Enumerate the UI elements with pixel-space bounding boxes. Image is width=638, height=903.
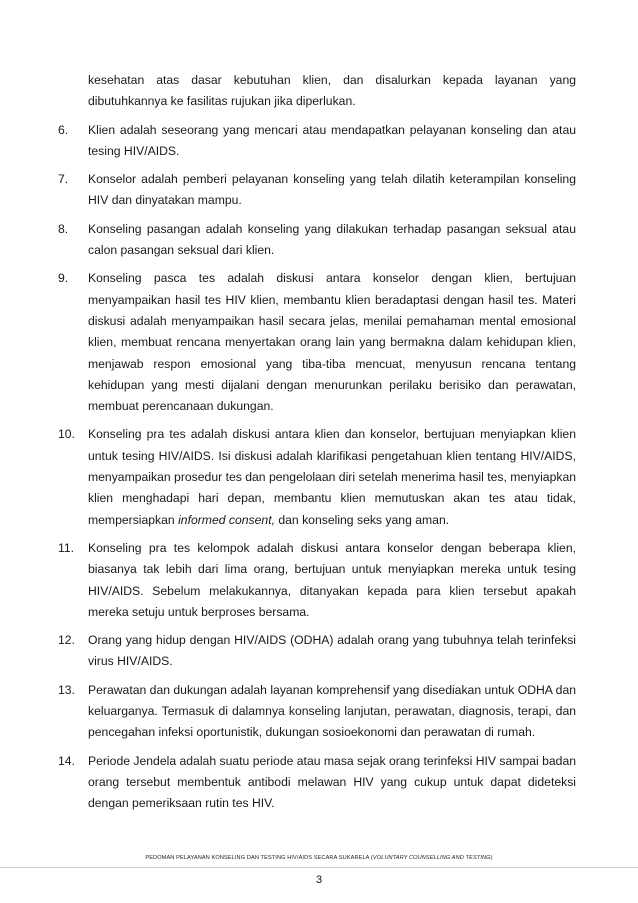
list-item <box>58 751 576 815</box>
footer-divider <box>0 867 638 868</box>
item-number: 12. <box>58 633 75 648</box>
item-text: Perawatan dan dukungan adalah layanan komprehensif yang disediakan untuk ODHA dan keluarganya. Termasuk di dalamnya konseling lanjutan, perawatan, diagnosis, terapi, dan pencegahan infeksi oportunistik, dukungan sosioekonomi dan perawatan di rumah. <box>88 682 576 740</box>
item-text: kesehatan atas dasar kebutuhan klien, dan disalurkan kepada layanan yang dibutuhkannya ke fasilitas rujukan jika diperlukan. <box>88 73 576 109</box>
list-item <box>58 538 576 623</box>
item-number: 11. <box>58 540 75 555</box>
list-item <box>58 424 576 530</box>
running-footer: PEDOMAN PELAYANAN KONSELING DAN TESTING HIV/AIDS SECARA SUKARELA (VOLUNTARY COUNSELLING AND TESTING) <box>145 855 493 861</box>
definition-list <box>58 70 576 822</box>
item-text: Orang yang hidup dengan HIV/AIDS (ODHA) adalah orang yang tubuhnya telah terinfeksi virus HIV/AIDS. <box>88 633 576 669</box>
item-number: 8. <box>58 221 69 236</box>
item-text: Konseling pra tes kelompok adalah diskusi antara konselor dengan beberapa klien, biasanya tak lebih dari lima orang, bertujuan untuk menyiapkan mereka untuk tesing HIV/AIDS. Sebelum melakukannya, ditanyakan kepada para klien tersebut apakah mereka setuju untuk berproses bersama. <box>88 540 576 619</box>
item-text: Periode Jendela adalah suatu periode atau masa sejak orang terinfeksi HIV sampai badan orang tersebut membentuk antibodi melawan HIV yang cukup untuk dapat dideteksi dengan pemeriksaan rutin tes HIV. <box>88 753 576 811</box>
page-number: 3 <box>315 874 323 886</box>
list-item <box>58 120 576 163</box>
item-number: 14. <box>58 753 75 768</box>
list-item <box>58 630 576 673</box>
item-number: 9. <box>58 271 69 286</box>
list-item <box>58 169 576 212</box>
item-number: 7. <box>58 172 69 187</box>
item-text: Konseling pasca tes adalah diskusi antara konselor dengan klien, bertujuan menyampaikan hasil tes HIV klien, membantu klien beradaptasi dengan hasil tes. Materi diskusi adalah menyampaikan hasil secara jelas, menilai pemahaman mental emosional klien, membuat rencana menyertakan orang lain yang bermakna dalam kehidupan klien, menjawab respon emosional yang tiba-tiba mencuat, menyusun rencana tentang kehidupan yang mesti dijalani dengan menurunkan perilaku berisiko dan perawatan, membuat perencanaan dukungan. <box>88 271 576 414</box>
list-item <box>58 680 576 744</box>
item-text: Konseling pasangan adalah konseling yang dilakukan terhadap pasangan seksual atau calon pasangan seksual dari klien. <box>88 221 576 258</box>
list-item <box>88 70 576 113</box>
item-number: 13. <box>58 682 75 697</box>
item-text: Klien adalah seseorang yang mencari atau mendapatkan pelayanan konseling dan atau tesing HIV/AIDS. <box>88 122 576 158</box>
item-number: 6. <box>58 122 69 137</box>
item-text: Konseling pra tes adalah diskusi antara klien dan konselor, bertujuan menyiapkan klien untuk tesing HIV/AIDS. Isi diskusi adalah klarifikasi pengetahuan klien tentang HIV/AIDS, menyampaikan prosedur tes dan pengelolaan diri setelah menerima hasil tes, menyiapkan klien menghadapi hari depan, membantu klien memutuskan akan tes atau tidak, mempersiapkan informed consent, dan konseling seks yang aman. <box>88 427 576 527</box>
list-item <box>58 219 576 262</box>
list-item <box>58 268 576 417</box>
item-number: 10. <box>58 427 75 442</box>
item-text: Konselor adalah pemberi pelayanan konseling yang telah dilatih keterampilan konseling HIV dan dinyatakan mampu. <box>88 172 576 208</box>
